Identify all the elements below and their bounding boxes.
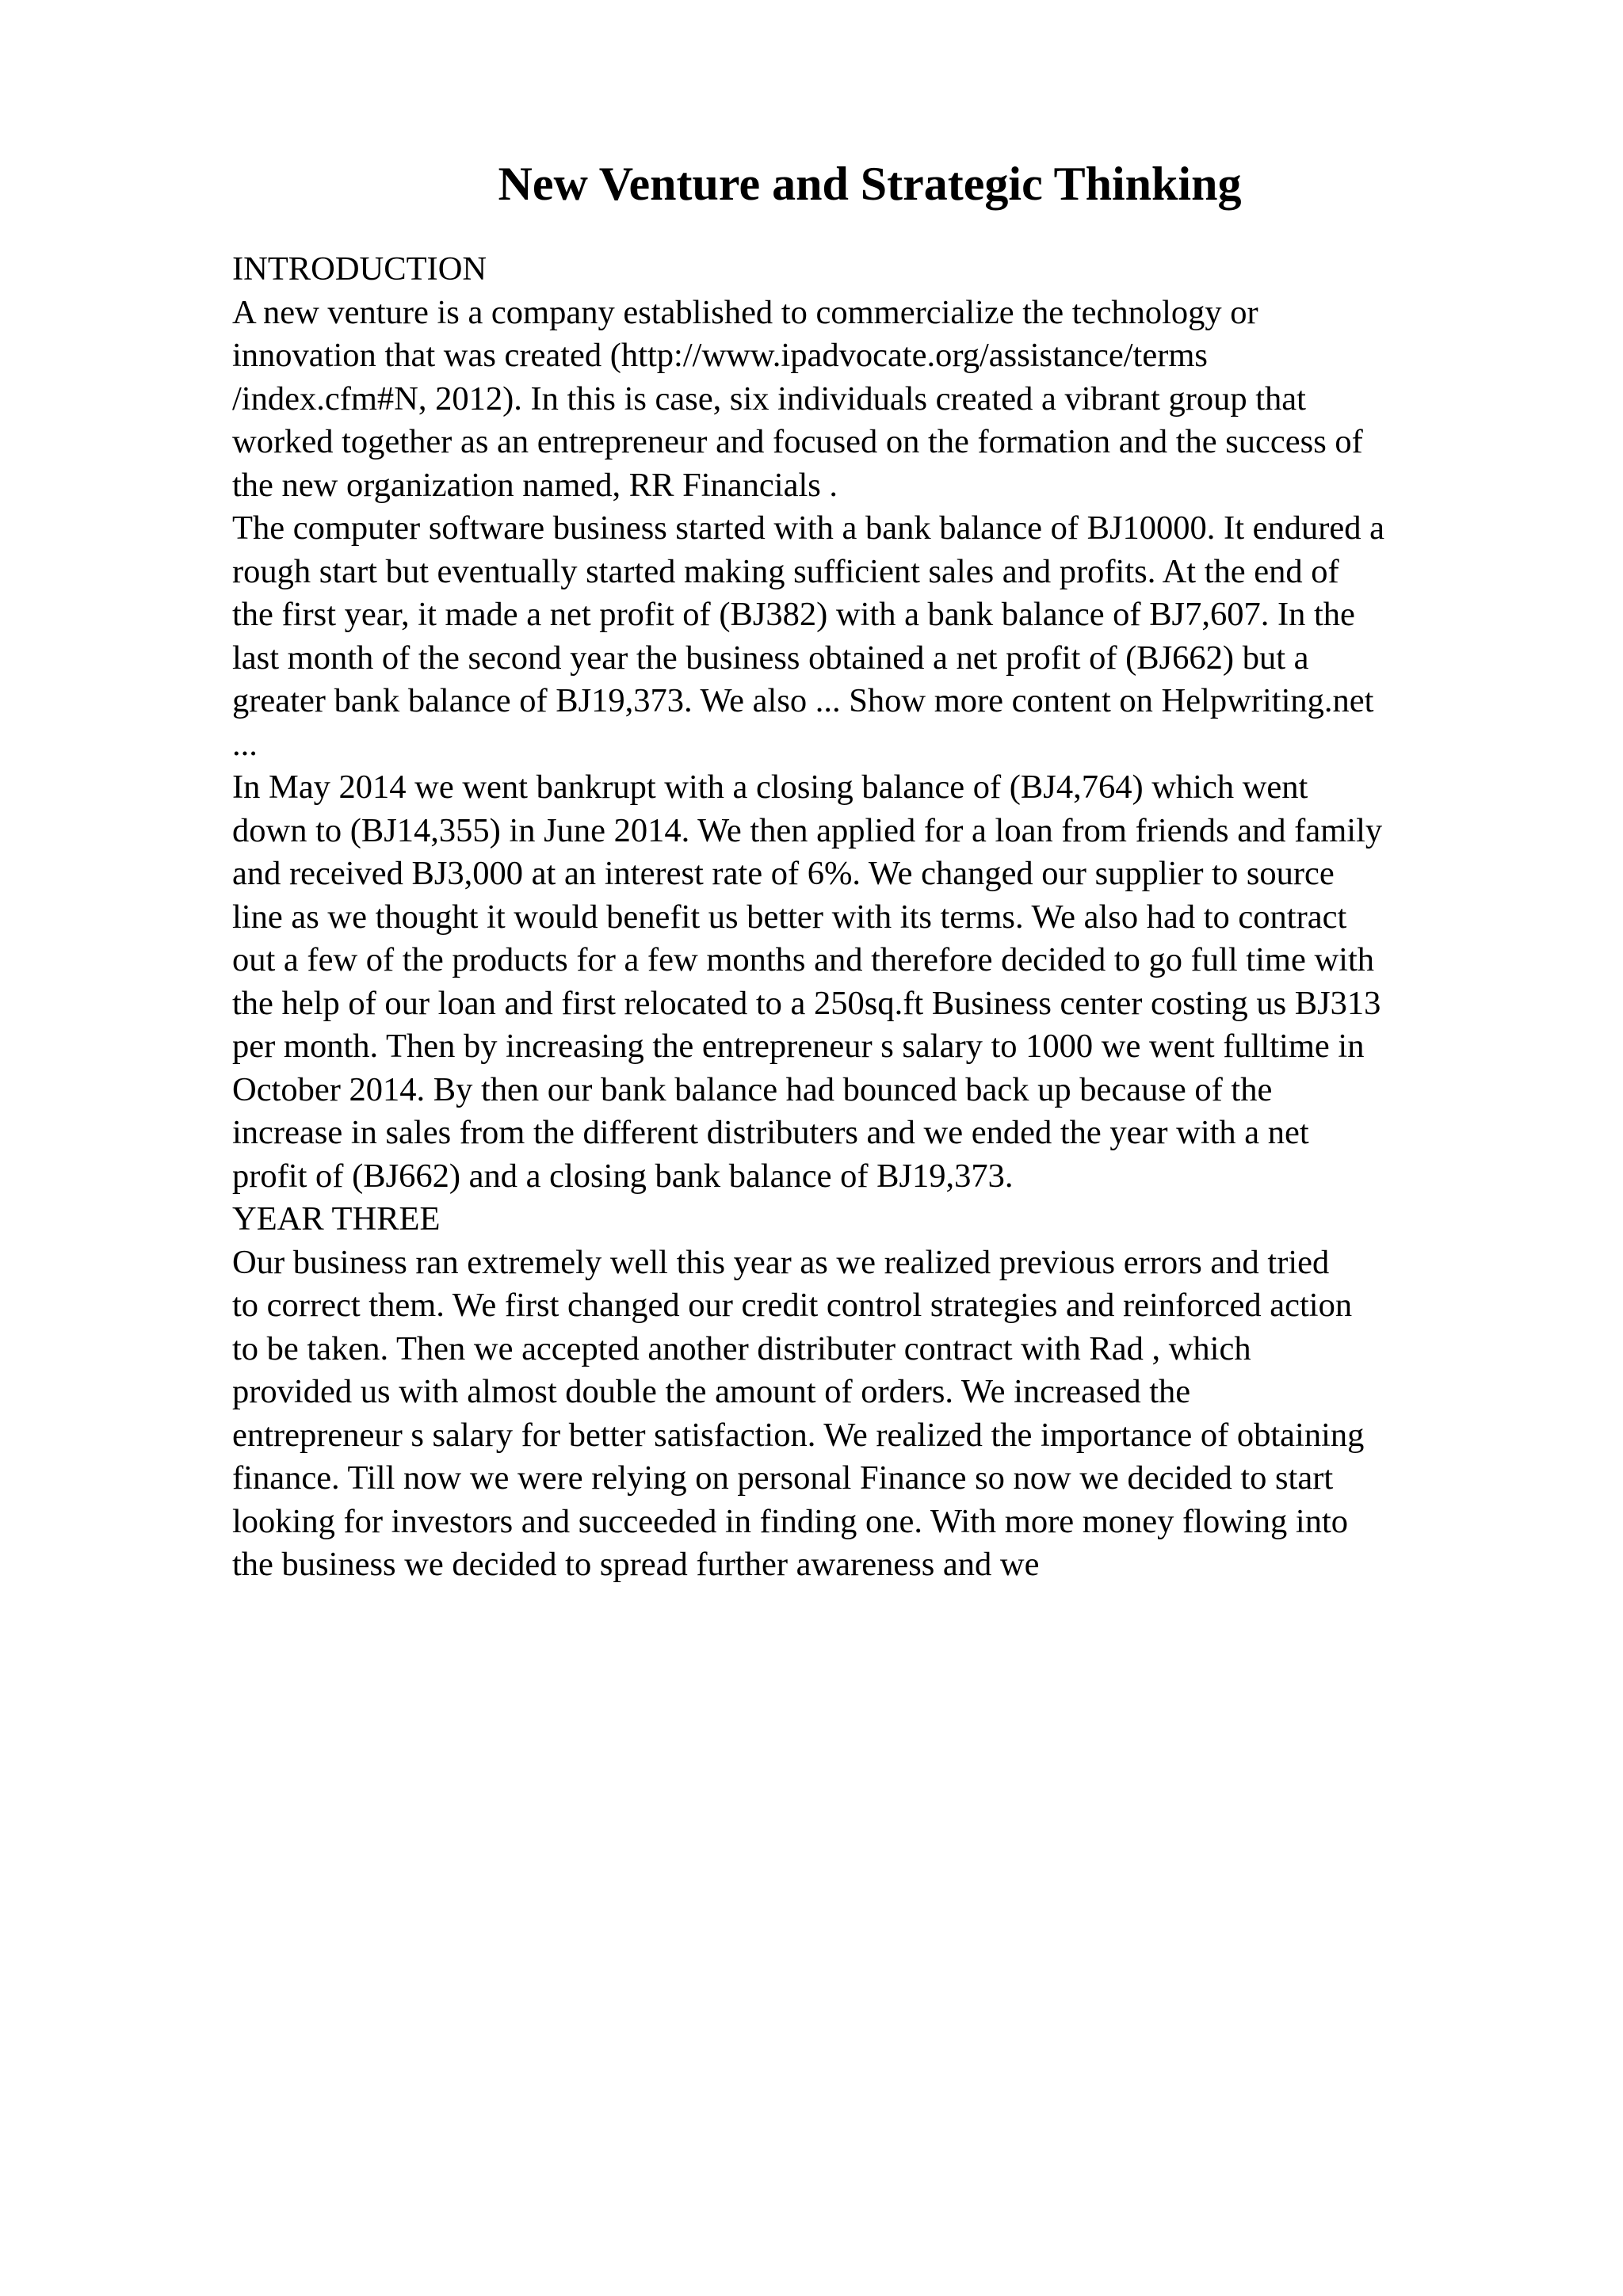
text-line: line as we thought it would benefit us better with its terms. We also had to contract [232,898,1347,936]
text-line: looking for investors and succeeded in finding one. With more money flowing into [232,1502,1348,1540]
text-line: YEAR THREE [232,1200,441,1238]
text-line: INTRODUCTION [232,250,487,288]
text-line: to correct them. We first changed our credit control strategies and reinforced action [232,1287,1353,1324]
text-line: worked together as an entrepreneur and focused on the formation and the success of [232,423,1363,460]
text-line: the new organization named, RR Financials . [232,466,838,504]
text-line: Our business ran extremely well this year as we realized previous errors and tried [232,1243,1330,1281]
text-line: October 2014. By then our bank balance had bounced back up because of the [232,1070,1273,1108]
text-line: provided us with almost double the amount of orders. We increased the [232,1373,1191,1410]
text-line: the business we decided to spread further awareness and we [232,1546,1040,1583]
text-line: the help of our loan and first relocated to a 250sq.ft Business center costing us BJ313 [232,984,1381,1022]
text-line: In May 2014 we went bankrupt with a closing balance of (BJ4,764) which went [232,769,1308,806]
text-line: finance. Till now we were relying on personal Finance so now we decided to start [232,1459,1334,1497]
text-line: The computer software business started with a bank balance of BJ10000. It endured a [232,509,1385,547]
text-line: entrepreneur s salary for better satisfaction. We realized the importance of obtaining [232,1416,1365,1454]
text-line: last month of the second year the business obtained a net profit of (BJ662) but a [232,639,1309,677]
text-line: out a few of the products for a few months and therefore decided to go full time with [232,941,1375,978]
text-line: to be taken. Then we accepted another distributer contract with Rad , which [232,1329,1251,1367]
text-line: A new venture is a company established to commercialize the technology or [232,293,1258,331]
text-line: and received BJ3,000 at an interest rate of 6%. We changed our supplier to source [232,855,1335,892]
document-body [232,248,1516,1587]
text-line: profit of (BJ662) and a closing bank balance of BJ19,373. [232,1157,1014,1195]
text-line: down to (BJ14,355) in June 2014. We then applied for a loan from friends and family [232,811,1383,849]
document-title: New Venture and Strategic Thinking [498,158,1242,210]
text-line: greater bank balance of BJ19,373. We also ... Show more content on Helpwriting.net [232,682,1374,719]
text-line: the first year, it made a net profit of (BJ382) with a bank balance of BJ7,607. In the [232,596,1355,633]
text-line: /index.cfm#N, 2012). In this is case, six individuals created a vibrant group that [232,379,1306,418]
text-line: increase in sales from the different distributers and we ended the year with a net [232,1114,1309,1151]
text-line: ... [232,725,258,763]
text-line: innovation that was created (http://www.ipadvocate.org/assistance/terms [232,337,1208,374]
text-line: rough start but eventually started making sufficient sales and profits. At the end of [232,552,1339,590]
text-line: per month. Then by increasing the entrepreneur s salary to 1000 we went fulltime in [232,1028,1365,1065]
